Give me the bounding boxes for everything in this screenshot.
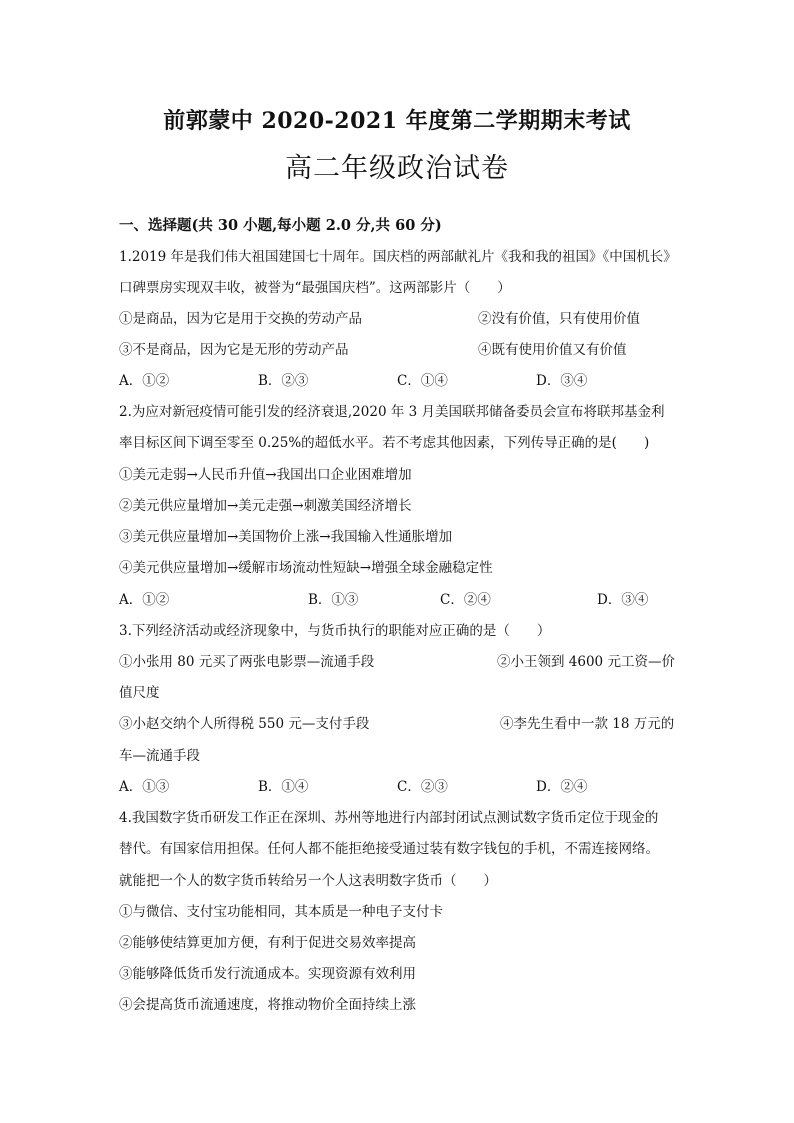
q2-choice-d: D．③④ xyxy=(597,592,649,608)
q1-choice-c: C．①④ xyxy=(397,373,448,389)
q3-option-1: ①小张用 80 元买了两张电影票—流通手段 xyxy=(119,654,375,670)
q2-option-1: ①美元走弱→人民币升值→我国出口企业困难增加 xyxy=(119,467,412,483)
q2-choice-c: C．②④ xyxy=(440,592,491,608)
q3-stem: 3.下列经济活动或经济现象中，与货币执行的职能对应正确的是（ ） xyxy=(119,623,551,639)
exam-title: 前郭蒙中 2020-2021 年度第二学期期末考试 xyxy=(163,108,631,134)
q2-option-2: ②美元供应量增加→美元走强→刺激美国经济增长 xyxy=(119,498,412,514)
q1-option-1: ①是商品，因为它是用于交换的劳动产品 xyxy=(119,311,362,327)
q1-choice-b: B．②③ xyxy=(258,373,309,389)
q1-option-4: ④既有使用价值又有价值 xyxy=(478,342,627,358)
q4-stem-line-1: 4.我国数字货币研发工作正在深圳、苏州等地进行内部封闭试点测试数字货币定位于现金的 xyxy=(119,810,659,826)
q2-option-3: ③美元供应量增加→美国物价上涨→我国输入性通胀增加 xyxy=(119,529,453,545)
q3-option-3: ③小赵交纳个人所得税 550 元—支付手段 xyxy=(119,716,370,732)
q3-choice-b: B．①④ xyxy=(258,779,309,795)
q4-stem-line-2: 替代。有国家信用担保。任何人都不能拒绝接受通过装有数字钱包的手机，不需连接网络。 xyxy=(119,841,659,857)
q3-choice-c: C．②③ xyxy=(397,779,448,795)
q4-option-1: ①与微信、支付宝功能相同，其本质是一种电子支付卡 xyxy=(119,904,443,920)
q2-choice-b: B．①③ xyxy=(308,592,359,608)
q2-choice-a: A．①② xyxy=(119,592,170,608)
q1-choice-d: D．③④ xyxy=(536,373,588,389)
q3-choice-a: A．①③ xyxy=(119,779,170,795)
q4-option-4: ④会提高货币流通速度，将推动物价全面持续上涨 xyxy=(119,997,416,1013)
section-heading: 一、选择题(共 30 小题,每小题 2.0 分,共 60 分) xyxy=(119,217,442,234)
q3-option-4: ④李先生看中一款 18 万元的 xyxy=(500,716,675,732)
q3-choice-d: D．②④ xyxy=(536,779,588,795)
q3-option-2-continued: 值尺度 xyxy=(119,685,160,701)
q1-option-2: ②没有价值，只有使用价值 xyxy=(478,311,640,327)
q2-stem-line-1: 2.为应对新冠疫情可能引发的经济衰退,2020 年 3 月美国联邦储备委员会宣布将联邦基金利 xyxy=(119,404,665,420)
q4-option-2: ②能够使结算更加方便，有利于促进交易效率提高 xyxy=(119,935,416,951)
q2-stem-line-2: 率目标区间下调至零至 0.25%的超低水平。若不考虑其他因素，下列传导正确的是( ) xyxy=(119,435,650,451)
q4-option-3: ③能够降低货币发行流通成本。实现资源有效利用 xyxy=(119,966,416,982)
q1-stem-line-1: 1.2019 年是我们伟大祖国建国七十周年。国庆档的两部献礼片《我和我的祖国》《中国机长》 xyxy=(119,249,677,265)
q1-option-3: ③不是商品，因为它是无形的劳动产品 xyxy=(119,342,349,358)
q1-stem-line-2: 口碑票房实现双丰收，被誉为“最强国庆档”。这两部影片（ ） xyxy=(119,280,511,296)
exam-subtitle: 高二年级政治试卷 xyxy=(285,153,509,184)
q2-option-4: ④美元供应量增加→缓解市场流动性短缺→增强全球金融稳定性 xyxy=(119,560,493,576)
q3-option-2: ②小王领到 4600 元工资—价 xyxy=(497,654,675,670)
q3-option-4-continued: 车—流通手段 xyxy=(119,748,200,764)
q1-choice-a: A．①② xyxy=(119,373,170,389)
q4-stem-line-3: 就能把一个人的数字货币转给另一个人这表明数字货币（ ） xyxy=(119,873,497,889)
